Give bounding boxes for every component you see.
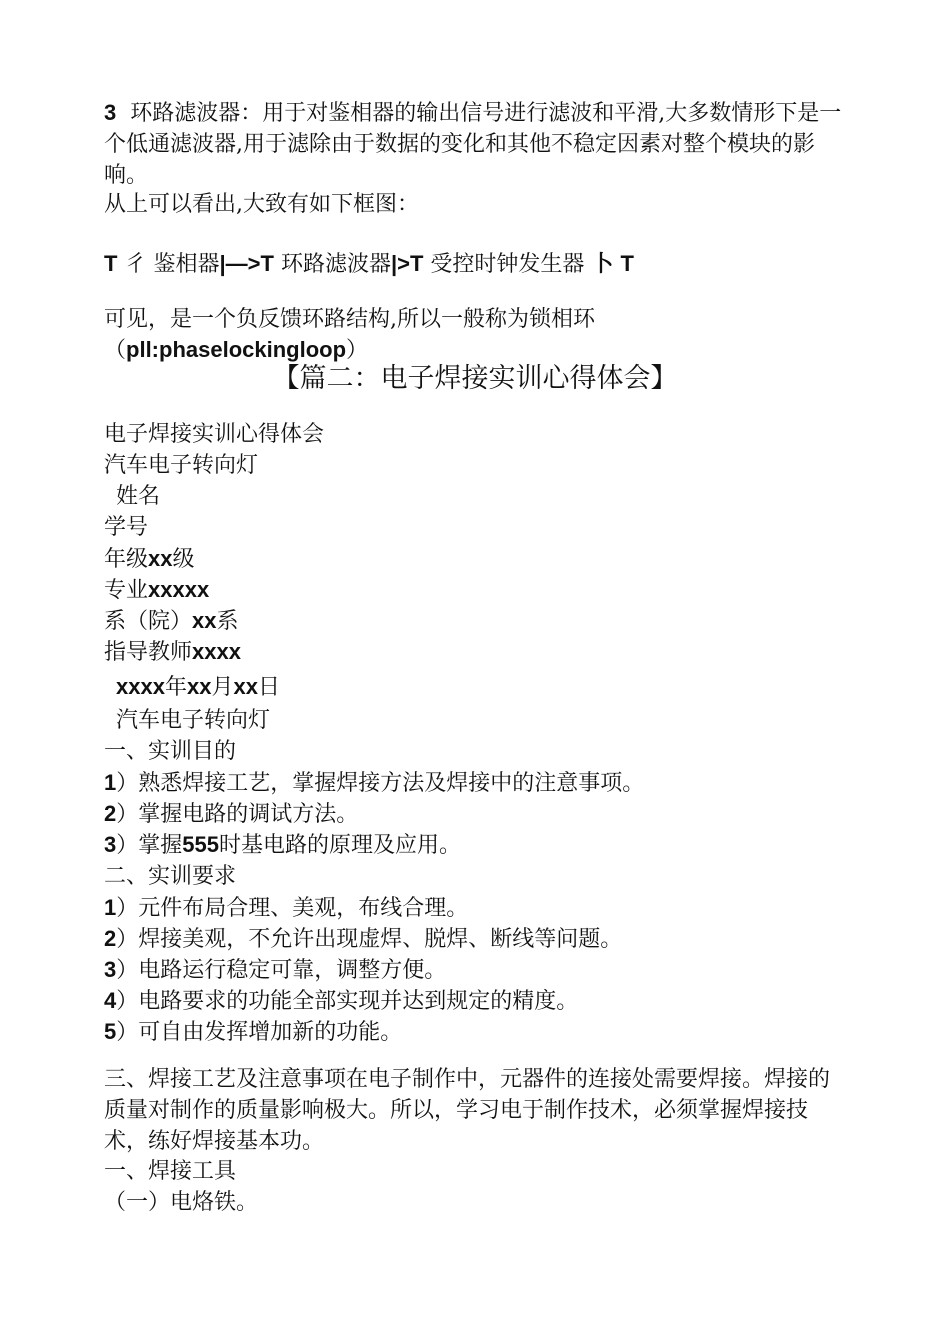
major-label: 专业 [104,578,149,603]
advisor-line [104,637,241,668]
intro-paragraph-diagram-lead: 从上可以看出,大致有如下框图： [104,192,419,217]
advisor-label: 指导教师 [104,640,193,665]
item-number: 3 [104,832,117,857]
diagram-symbol: 彳 [124,252,147,277]
item-number: 4 [104,988,117,1013]
date-year-unit: 年 [164,675,187,700]
report-title: 电子焊接实训心得体会 [104,422,325,447]
requirement-item [104,986,578,1017]
requirement-item [104,955,446,986]
paren-close: ） [346,338,369,363]
diagram-loop-filter: 环路滤波器 [280,252,391,277]
item-text: ）掌握电路的调试方法。 [116,802,359,827]
item-text-number: 555 [182,832,219,857]
major-value: xxxxx [148,577,210,602]
grade-line [104,544,195,575]
date-line [116,672,280,703]
item-text: ）可自由发挥增加新的功能。 [116,1020,403,1045]
item-text: ）元件布局合理、美观，布线合理。 [116,896,469,921]
goal-item [104,830,461,861]
department-value: xx [192,608,217,633]
student-id-label: 学号 [104,515,149,540]
diagram-symbol: T [620,251,634,276]
section3-paragraph: 三、焊接工艺及注意事项在电子制作中，元器件的连接处需要焊接。焊接的质量对制作的质量影响极大。所以，学习电于制作技术，必须掌握焊接技术，练好焊接基本功。 [104,1067,831,1154]
date-day: xx [233,674,258,699]
item-number: 5 [104,1019,117,1044]
diagram-phase-detector: 鉴相器 [153,252,220,277]
goal-item [104,799,358,830]
item-text: ）熟悉焊接工艺，掌握焊接方法及焊接中的注意事项。 [116,771,645,796]
requirement-item [104,924,622,955]
date-year: xxxx [116,674,165,699]
diagram-clock-generator: 受控时钟发生器 [430,252,585,277]
item-text: ）电路要求的功能全部实现并达到规定的精度。 [116,989,579,1014]
major-line [104,575,209,606]
loop-filter-text: 环路滤波器：用于对鉴相器的输出信号进行滤波和平滑,大多数情形下是一个低通滤波器,用于滤除由于数据的变化和其他不稳定因素对整个模块的影响。 [104,101,842,188]
report-project: 汽车电子转向灯 [104,453,259,478]
diagram-arrow: |—>T [219,251,274,276]
department-suffix: 系 [216,609,239,634]
grade-label: 年级 [104,547,149,572]
grade-value: xx [148,546,173,571]
item-text: ）电路运行稳定可靠，调整方便。 [116,958,447,983]
department-line [104,606,239,637]
date-month-unit: 月 [211,675,234,700]
requirements-heading: 二、实训要求 [104,864,237,889]
requirement-item [104,893,468,924]
grade-suffix: 级 [172,547,195,572]
item-text-prefix: ）掌握 [116,833,183,858]
section-title: 【篇二：电子焊接实训心得体会】 [272,363,678,394]
advisor-value: xxxx [192,639,241,664]
item-number: 1 [104,895,117,920]
diagram-symbol: 卜 [591,251,614,276]
pll-term: pll:phaselockingloop [126,337,347,362]
goal-item [104,768,644,799]
intro-paragraph-loop-filter [104,97,844,191]
iron-subheading: （一）电烙铁。 [104,1190,259,1215]
intro-paragraph-feedback: 可见，是一个负反馈环路结构,所以一般称为锁相环 [104,307,595,332]
name-label: 姓名 [116,484,161,509]
item-number: 2 [104,801,117,826]
requirement-item [104,1017,402,1048]
item-number: 3 [104,957,117,982]
item-text: ）焊接美观，不允许出现虚焊、脱焊、断线等问题。 [116,927,623,952]
paren-open: （ [104,338,127,363]
report-project-repeat: 汽车电子转向灯 [116,708,271,733]
department-label: 系（院） [104,609,193,634]
date-day-unit: 日 [257,675,280,700]
goals-heading: 一、实训目的 [104,739,237,764]
paragraph-number: 3 [104,100,117,125]
tools-heading: 一、焊接工具 [104,1159,237,1184]
item-number: 1 [104,770,117,795]
item-text: 时基电路的原理及应用。 [218,833,461,858]
diagram-arrow: |>T [390,251,424,276]
item-number: 2 [104,926,117,951]
block-diagram-line [104,249,634,280]
date-month: xx [186,674,212,699]
diagram-symbol: T [104,251,118,276]
